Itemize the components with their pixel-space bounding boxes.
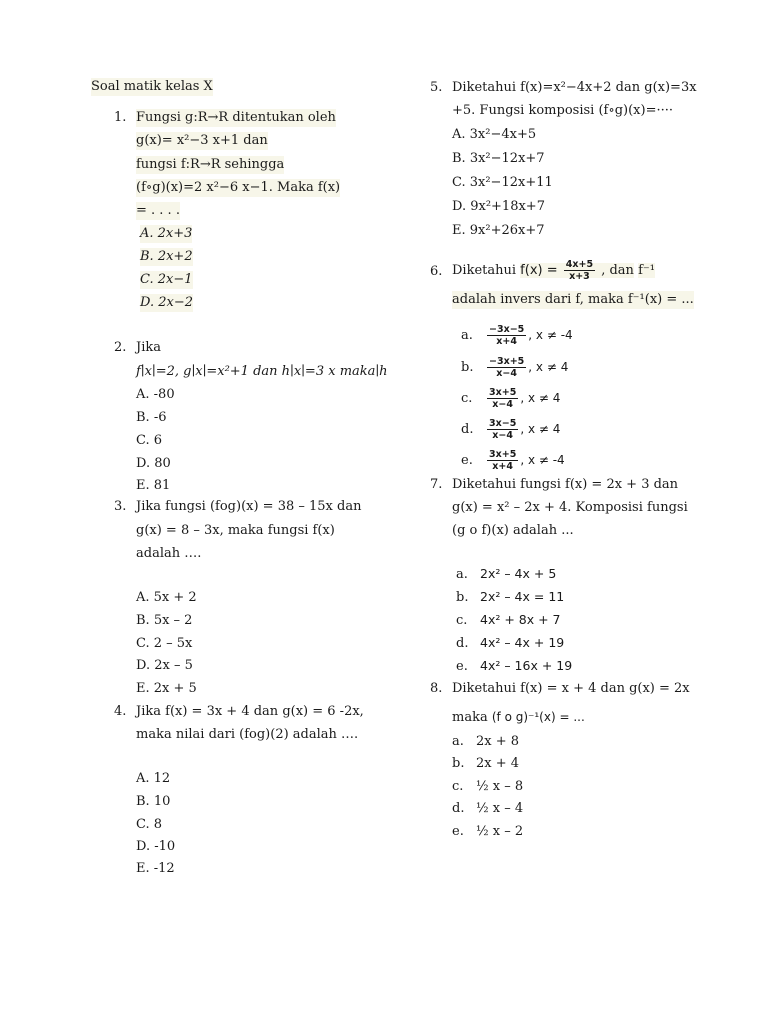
- q3-option-e: E. 2x + 5: [136, 681, 197, 696]
- q6-option-den: x+4: [492, 461, 513, 472]
- q2-option-c: C. 6: [136, 433, 163, 448]
- q6-option-num: 3x+5: [489, 449, 517, 460]
- q1-line-5: = . . . .: [136, 203, 180, 218]
- q5-number: 5.: [430, 80, 443, 95]
- q6-option-e: [461, 447, 565, 474]
- q8-number: 8.: [430, 681, 443, 696]
- q2-option-b: B. -6: [136, 410, 167, 425]
- q1-line-3: fungsi f:R→R sehingga: [136, 157, 285, 172]
- q6-option-d: [461, 416, 560, 443]
- q1-line-1: Fungsi g:R→R ditentukan oleh: [136, 110, 336, 125]
- q6-option-den: x−4: [496, 368, 517, 379]
- q6-option-fraction: [487, 418, 518, 441]
- q6-option-cond: , x ≠ 4: [528, 360, 569, 374]
- q6-option-letter: a.: [461, 328, 473, 343]
- q7-option-c: [456, 611, 561, 630]
- q6-option-letter: e.: [461, 453, 473, 468]
- q6-option-letter: c.: [461, 391, 473, 406]
- q3-option-b: B. 5x – 2: [136, 613, 193, 628]
- q6-option-cond: , x ≠ -4: [528, 328, 573, 342]
- q6-option-cond: , x ≠ 4: [520, 422, 561, 436]
- q4-line-1: Jika f(x) = 3x + 4 dan g(x) = 6 -2x,: [136, 704, 364, 719]
- q6-option-num: −3x−5: [489, 324, 525, 335]
- q8-option-letter: e.: [452, 824, 464, 839]
- q8-option-text: 2x + 8: [476, 734, 520, 749]
- q6-number: 6.: [430, 264, 443, 279]
- q6-post: , dan: [601, 263, 634, 278]
- q7-line-1: Diketahui fungsi f(x) = 2x + 3 dan: [452, 477, 679, 492]
- q3-line-3: adalah ….: [136, 546, 202, 561]
- q3-number: 3.: [114, 499, 127, 514]
- q7-number: 7.: [430, 477, 443, 492]
- q8-option-b: [452, 755, 519, 773]
- q8-option-a: [452, 733, 519, 751]
- q2-option-a: A. -80: [136, 387, 175, 402]
- q1-line-4: (f∘g)(x)=2 x²−6 x−1. Maka f(x): [136, 180, 341, 195]
- q8-option-letter: c.: [452, 779, 464, 794]
- q8-option-letter: b.: [452, 756, 465, 771]
- q6-line-2b: f⁻¹(x) = ...: [627, 292, 694, 307]
- q1-number: 1.: [114, 110, 127, 125]
- q8-option-text: ½ x – 2: [476, 824, 524, 839]
- q8-line-1: Diketahui f(x) = x + 4 dan g(x) = 2x: [452, 681, 690, 696]
- q6-option-fraction: [487, 387, 518, 410]
- q1-option-c: C. 2x−1: [140, 272, 193, 287]
- q6-option-b: [461, 354, 568, 381]
- q1-option-b: B. 2x+2: [140, 249, 193, 264]
- q3-option-d: D. 2x – 5: [136, 658, 193, 673]
- q6-finv: f⁻¹: [638, 263, 655, 278]
- q7-option-letter: b.: [456, 590, 469, 605]
- q3-line-2: g(x) = 8 – 3x, maka fungsi f(x): [136, 523, 335, 538]
- q6-stem: [452, 253, 655, 289]
- q6-option-cond: , x ≠ -4: [520, 453, 565, 467]
- q3-option-c: C. 2 – 5x: [136, 636, 193, 651]
- q2-number: 2.: [114, 340, 127, 355]
- q8-option-text: ½ x – 4: [476, 801, 524, 816]
- q7-option-letter: a.: [456, 567, 468, 582]
- q8-option-text: 2x + 4: [476, 756, 520, 771]
- q7-line-2: g(x) = x² – 2x + 4. Komposisi fungsi: [452, 500, 688, 515]
- q7-option-d: [456, 634, 564, 653]
- q2-option-d: D. 80: [136, 456, 171, 471]
- q3-option-a: A. 5x + 2: [136, 590, 197, 605]
- q3-line-1: Jika fungsi (fog)(x) = 38 – 15x dan: [136, 499, 362, 514]
- q5-line-2: +5. Fungsi komposisi (f∘g)(x)=····: [452, 103, 673, 118]
- q2-line-1: Jika: [136, 340, 161, 355]
- q8-option-letter: d.: [452, 801, 465, 816]
- page-title: Soal matik kelas X: [91, 79, 213, 94]
- q7-option-letter: c.: [456, 613, 468, 628]
- q4-line-2: maka nilai dari (fog)(2) adalah ….: [136, 727, 359, 742]
- q5-option-b: B. 3x²−12x+7: [452, 151, 545, 166]
- q8-line-2: [452, 708, 585, 727]
- q6-option-den: x−4: [492, 430, 513, 441]
- q2-option-e: E. 81: [136, 478, 171, 493]
- q6-option-letter: d.: [461, 422, 474, 437]
- q7-option-a: [456, 565, 556, 584]
- q1-line-2: g(x)= x²−3 x+1 dan: [136, 133, 268, 148]
- q6-fraction: [564, 259, 595, 282]
- q4-option-a: A. 12: [136, 771, 171, 786]
- q7-option-text: 4x² + 8x + 7: [480, 612, 561, 627]
- q4-option-d: D. -10: [136, 839, 176, 854]
- q8-option-letter: a.: [452, 734, 464, 749]
- q5-option-c: C. 3x²−12x+11: [452, 175, 553, 190]
- q6-option-a: [461, 322, 573, 349]
- q7-option-text: 4x² – 4x + 19: [480, 635, 565, 650]
- q5-option-a: A. 3x²−4x+5: [452, 127, 537, 142]
- q1-option-d: D. 2x−2: [140, 295, 193, 310]
- q7-option-letter: d.: [456, 636, 469, 651]
- q6-option-letter: b.: [461, 360, 474, 375]
- q6-option-den: x−4: [492, 399, 513, 410]
- q6-option-num: 3x+5: [489, 387, 517, 398]
- q6-line-2a: adalah invers dari f, maka: [452, 292, 624, 307]
- q6-option-c: [461, 385, 560, 412]
- q7-option-text: 2x² – 4x + 5: [480, 566, 557, 581]
- q5-option-d: D. 9x²+18x+7: [452, 199, 545, 214]
- q8-option-e: [452, 823, 523, 841]
- q8-line-2a: maka: [452, 710, 488, 725]
- q6-option-fraction: [487, 356, 526, 379]
- q8-line-2b: (f o g)⁻¹(x) = ...: [491, 710, 585, 724]
- q4-option-e: E. -12: [136, 861, 175, 876]
- q8-option-c: [452, 778, 523, 796]
- q6-option-fraction: [487, 324, 526, 347]
- q5-line-1: Diketahui f(x)=x²−4x+2 dan g(x)=3x: [452, 80, 697, 95]
- q7-option-text: 2x² – 4x = 11: [480, 589, 565, 604]
- q6-option-num: 3x−5: [489, 418, 517, 429]
- q7-option-letter: e.: [456, 659, 468, 674]
- q2-line-2: f∣x∣=2, g∣x∣=x²+1 dan h∣x∣=3 x maka∣h: [136, 364, 388, 379]
- q6-function: [520, 259, 601, 282]
- q6-option-num: −3x+5: [489, 356, 525, 367]
- q6-frac-den: x+3: [569, 271, 590, 282]
- q6-pre: Diketahui: [452, 263, 517, 278]
- q4-option-c: C. 8: [136, 817, 163, 832]
- q6-option-den: x+4: [496, 336, 517, 347]
- q6-frac-num: 4x+5: [565, 259, 594, 270]
- q6-fx: f(x) =: [520, 263, 558, 278]
- q5-option-e: E. 9x²+26x+7: [452, 223, 545, 238]
- q6-option-cond: , x ≠ 4: [520, 391, 561, 405]
- q7-option-text: 4x² – 16x + 19: [480, 658, 573, 673]
- q7-option-b: [456, 588, 564, 607]
- q4-number: 4.: [114, 704, 127, 719]
- q8-option-d: [452, 800, 523, 818]
- q6-line-2: [452, 291, 694, 309]
- q7-option-e: [456, 657, 572, 676]
- q6-option-fraction: [487, 449, 518, 472]
- q4-option-b: B. 10: [136, 794, 171, 809]
- q8-option-text: ½ x – 8: [476, 779, 524, 794]
- q1-option-a: A. 2x+3: [140, 226, 193, 241]
- q7-line-3: (g o f)(x) adalah ...: [452, 523, 574, 538]
